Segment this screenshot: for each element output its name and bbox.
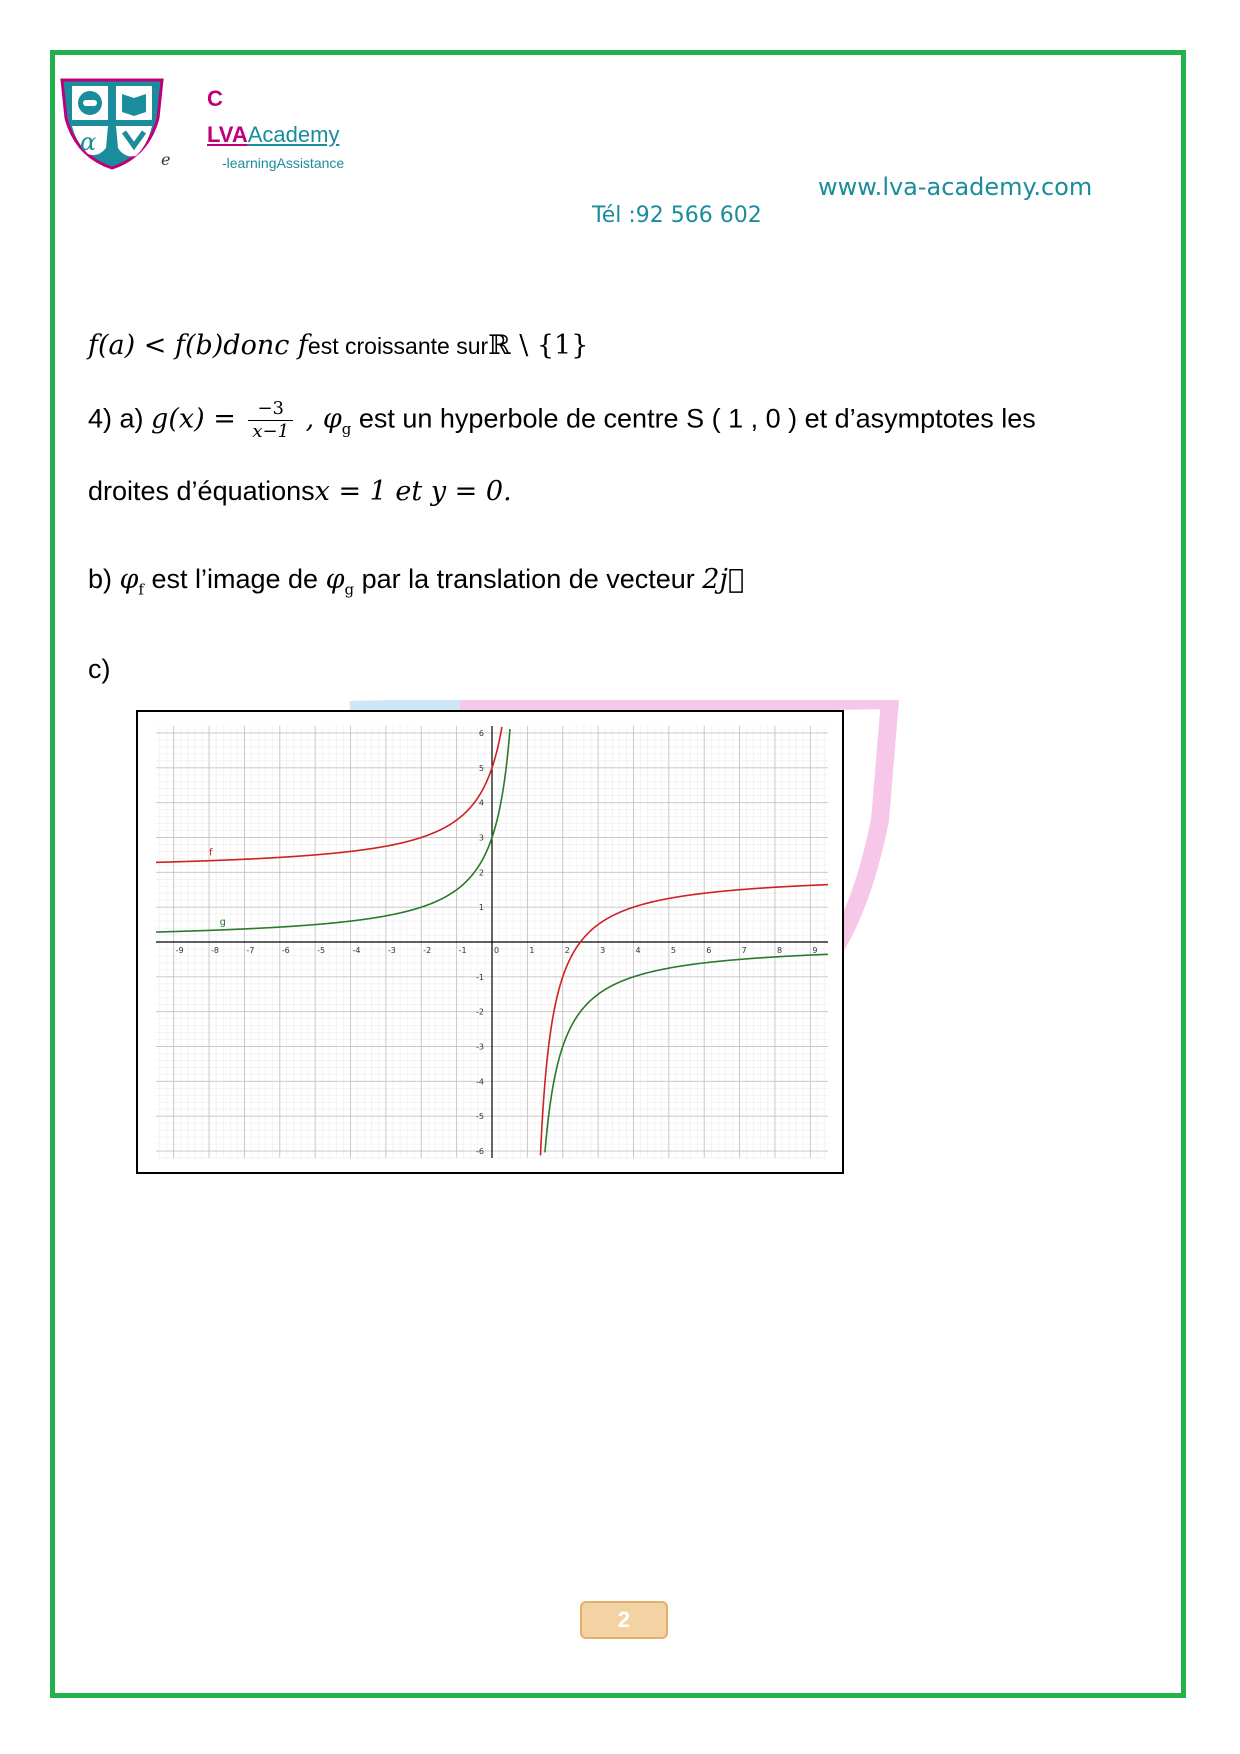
logo-e-letter: e [161, 150, 171, 169]
line-asymptotes [88, 476, 512, 507]
line-4b [88, 564, 744, 598]
line-4a [88, 398, 1036, 443]
x-tick-label: 6 [706, 946, 712, 955]
brand-letter: C [207, 86, 223, 111]
math-asymptotes: x = 1 et y = 0. [314, 476, 512, 507]
label-4b: b) [88, 564, 120, 594]
x-tick-label: 5 [670, 946, 676, 955]
x-tick-label: 2 [564, 946, 570, 955]
x-tick-label: -1 [458, 946, 467, 955]
brand-name [207, 122, 339, 148]
y-tick-label: 1 [478, 903, 484, 913]
x-tick-label: -6 [281, 946, 290, 955]
chart-svg [138, 712, 842, 1172]
phi-g: , φ [297, 403, 342, 435]
fraction-numerator: −3 [248, 398, 293, 421]
phi-g-b: φ [325, 564, 345, 595]
phi-g-b-sub: g [344, 580, 355, 599]
page-number: 2 [580, 1601, 668, 1639]
x-tick-label: 3 [600, 946, 606, 955]
x-tick-label: 0 [494, 946, 500, 955]
y-tick-label: 6 [478, 728, 484, 738]
phi-f: φ [119, 564, 139, 595]
phi-f-sub: f [138, 580, 144, 599]
function-graph [136, 710, 844, 1174]
y-tick-label: 4 [478, 798, 484, 808]
brand-lva: LVA [207, 122, 248, 147]
vector-2j: 2j⃗ [702, 564, 745, 595]
y-tick-label: 2 [478, 868, 484, 878]
brand-academy: Academy [247, 122, 340, 147]
phone-number: Tél :92 566 602 [592, 203, 762, 228]
fraction-denominator: x−1 [252, 421, 290, 442]
y-tick-label: -6 [476, 1147, 484, 1157]
curve-label-g: g [219, 916, 227, 928]
x-tick-label: 4 [635, 946, 641, 955]
x-tick-label: -7 [246, 946, 255, 955]
label-4a: 4) a) [88, 403, 152, 434]
x-tick-label: 1 [529, 946, 535, 955]
svg-text:α: α [80, 128, 97, 156]
x-tick-label: 8 [776, 946, 783, 955]
label-4c: c) [88, 654, 111, 684]
x-tick-label: 7 [741, 946, 747, 955]
x-tick-label: -4 [352, 946, 361, 955]
x-tick-label: -2 [423, 946, 432, 955]
text-croissante: est croissante sur [307, 333, 489, 359]
x-tick-label: -3 [387, 946, 396, 955]
y-tick-label: -2 [476, 1007, 484, 1017]
y-tick-label: -1 [476, 972, 484, 982]
math-fa-fb: f(a) < f(b)donc f [88, 330, 308, 361]
fraction-g [248, 398, 293, 443]
brand-tagline: -learningAssistance [222, 155, 345, 171]
text-hyperbole: est un hyperbole de centre S ( 1 , 0 ) et d’asymptotes les [351, 403, 1036, 434]
phi-g-sub: g [341, 420, 352, 439]
line-croissante [88, 330, 588, 361]
x-tick-label: -8 [211, 946, 220, 955]
text-image-de: est l’image de [143, 564, 326, 594]
y-tick-label: -5 [476, 1112, 484, 1122]
math-r-minus-1: ℝ \ {1} [488, 330, 589, 361]
y-tick-label: -3 [476, 1042, 484, 1052]
text-droites: droites d’équations [88, 476, 315, 506]
website-link[interactable]: www.lva-academy.com [818, 173, 1093, 201]
curve-f-branch-2 [540, 885, 828, 1156]
y-tick-label: 5 [478, 763, 484, 773]
math-gx: g(x) = [151, 403, 245, 435]
line-4c [88, 654, 111, 685]
x-tick-label: -5 [317, 946, 326, 955]
y-tick-label: 3 [478, 833, 484, 843]
x-tick-label: -9 [175, 946, 184, 955]
curve-label-f: f [209, 847, 213, 859]
text-translation: par la translation de vecteur [354, 564, 703, 594]
y-tick-label: -4 [476, 1077, 484, 1087]
x-tick-label: 9 [812, 946, 818, 955]
lva-academy-logo [58, 78, 166, 170]
